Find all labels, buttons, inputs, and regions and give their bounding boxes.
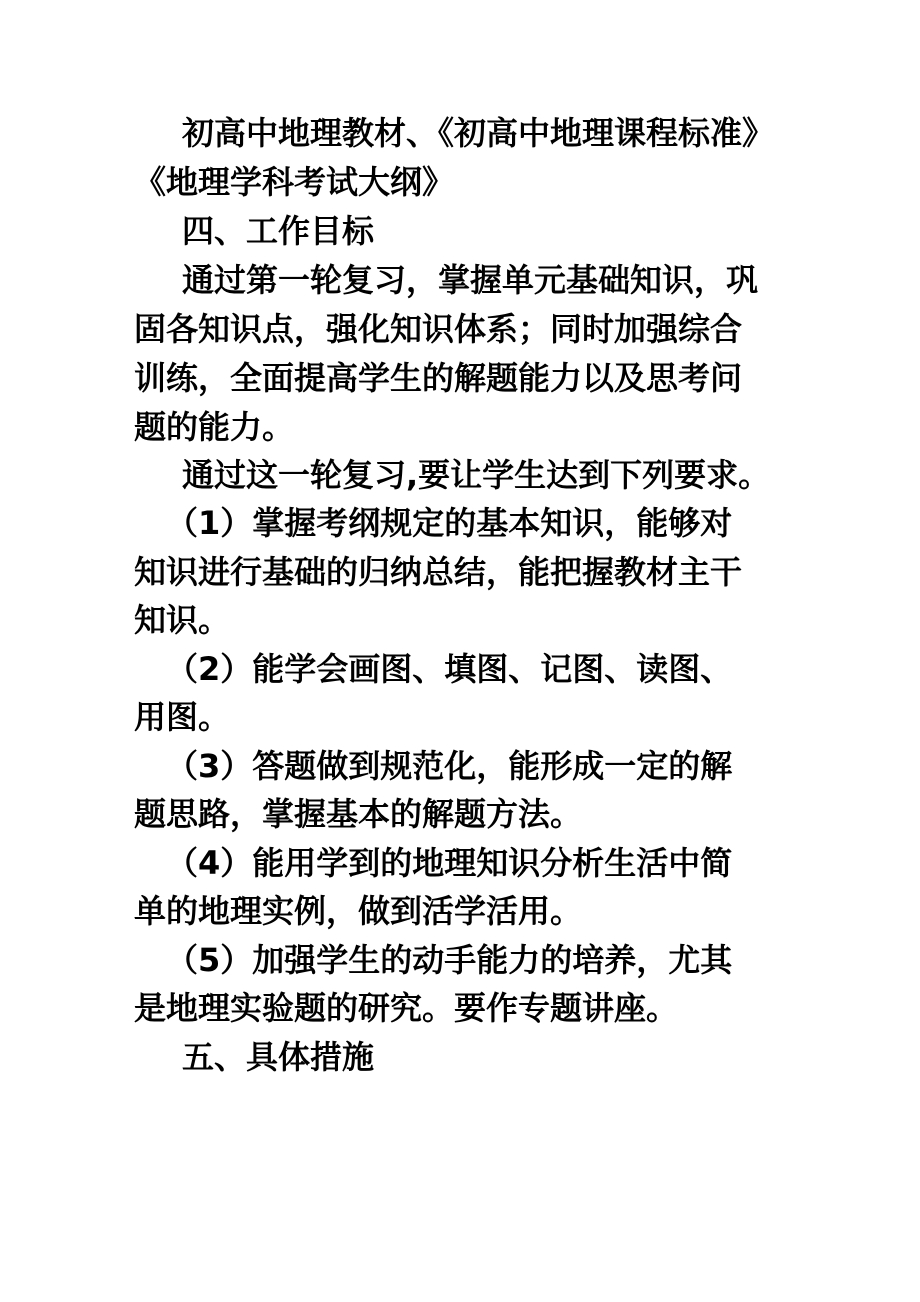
text-line: 用图。: [134, 698, 231, 736]
text-line: 题思路，掌握基本的解题方法。: [134, 795, 583, 833]
list-item: （1）掌握考纲规定的基本知识，能够对: [166, 504, 733, 542]
text-line: 通过这一轮复习,要让学生达到下列要求。: [182, 456, 771, 494]
text-line: 知识进行基础的归纳总结，能把握教材主干: [134, 553, 743, 591]
list-item: （3）答题做到规范化，能形成一定的解: [166, 747, 733, 785]
text-line: 单的地理实例，做到活学活用。: [134, 892, 583, 930]
section-heading: 四、工作目标: [182, 212, 375, 250]
text-line: 初高中地理教材、《初高中地理课程标准》: [182, 114, 775, 152]
text-line: 题的能力。: [134, 408, 295, 446]
text-line: 是地理实验题的研究。要作专题讲座。: [134, 989, 679, 1027]
text-line: 固各知识点，强化知识体系；同时加强综合: [134, 310, 743, 348]
list-item: （4）能用学到的地理知识分析生活中简: [166, 844, 733, 882]
text-line: 通过第一轮复习，掌握单元基础知识，巩: [182, 261, 759, 299]
section-heading: 五、具体措施: [182, 1038, 375, 1076]
list-item: （5）加强学生的动手能力的培养，尤其: [166, 941, 733, 979]
text-line: 《地理学科考试大纲》: [134, 163, 455, 201]
text-line: 训练，全面提高学生的解题能力以及思考问: [134, 359, 743, 397]
text-line: 知识。: [134, 601, 231, 639]
list-item: （2）能学会画图、填图、记图、读图、: [166, 650, 733, 688]
